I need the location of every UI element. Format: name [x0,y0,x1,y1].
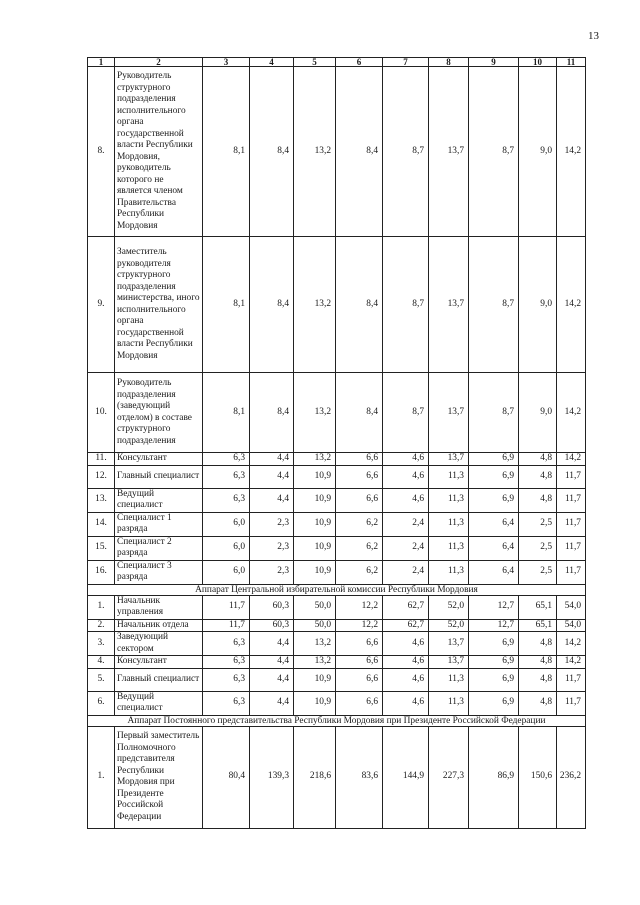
value-cell: 62,7 [383,619,429,632]
value-cell: 6,0 [203,536,250,560]
value-cell: 11,7 [203,619,250,632]
section-title: Аппарат Центральной избирательной комиссии Республики Мордовия [88,584,586,595]
value-cell: 4,4 [250,465,294,488]
table-row [88,373,586,453]
header-cell: 3 [203,58,250,67]
value-cell: 6,9 [469,632,519,656]
value-cell: 54,0 [557,619,586,632]
value-cell: 4,8 [519,691,557,715]
row-number: 5. [88,668,115,691]
position-name: Главный специалист [115,668,203,691]
page-number: 13 [588,30,599,42]
value-cell: 8,1 [203,373,250,453]
position-name: Консультант [115,656,203,669]
value-cell: 11,7 [557,560,586,584]
header-cell: 8 [429,58,469,67]
value-cell: 6,9 [469,465,519,488]
value-cell: 227,3 [429,726,469,828]
value-cell: 10,9 [294,536,336,560]
value-cell: 4,6 [383,691,429,715]
value-cell: 50,0 [294,619,336,632]
value-cell: 6,3 [203,691,250,715]
value-cell: 4,6 [383,656,429,669]
row-number: 11. [88,453,115,466]
value-cell: 12,2 [336,619,383,632]
position-name: Специалист 1 разряда [115,512,203,536]
value-cell: 8,7 [383,373,429,453]
row-number: 10. [88,373,115,453]
value-cell: 13,2 [294,237,336,373]
value-cell: 2,3 [250,512,294,536]
row-number: 16. [88,560,115,584]
table-body [88,67,586,829]
table-row [88,67,586,237]
value-cell: 11,3 [429,536,469,560]
row-number: 1. [88,726,115,828]
value-cell: 8,4 [336,237,383,373]
value-cell: 139,3 [250,726,294,828]
value-cell: 4,8 [519,632,557,656]
value-cell: 13,7 [429,632,469,656]
value-cell: 6,3 [203,632,250,656]
value-cell: 11,3 [429,465,469,488]
value-cell: 9,0 [519,373,557,453]
position-name: Начальник отдела [115,619,203,632]
value-cell: 12,2 [336,595,383,619]
table-row [88,512,586,536]
position-name: Первый заместитель Полномочного представителя Республики Мордовия при Президенте Российской Федерации [115,726,203,828]
value-cell: 2,5 [519,512,557,536]
value-cell: 52,0 [429,595,469,619]
value-cell: 4,4 [250,656,294,669]
value-cell: 11,3 [429,668,469,691]
value-cell: 8,7 [469,237,519,373]
value-cell: 13,2 [294,632,336,656]
table-row [88,726,586,828]
value-cell: 83,6 [336,726,383,828]
value-cell: 6,4 [469,536,519,560]
value-cell: 8,7 [469,67,519,237]
value-cell: 9,0 [519,67,557,237]
table-row [88,488,586,512]
row-number: 8. [88,67,115,237]
value-cell: 2,5 [519,536,557,560]
value-cell: 4,4 [250,668,294,691]
value-cell: 52,0 [429,619,469,632]
header-cell: 1 [88,58,115,67]
value-cell: 4,4 [250,632,294,656]
value-cell: 4,8 [519,488,557,512]
value-cell: 10,9 [294,560,336,584]
value-cell: 62,7 [383,595,429,619]
section-row [88,584,586,595]
value-cell: 6,9 [469,656,519,669]
value-cell: 8,7 [383,67,429,237]
value-cell: 14,2 [557,656,586,669]
value-cell: 11,7 [557,668,586,691]
value-cell: 13,2 [294,656,336,669]
value-cell: 6,6 [336,691,383,715]
value-cell: 10,9 [294,488,336,512]
value-cell: 4,6 [383,668,429,691]
table-row [88,453,586,466]
table-row [88,632,586,656]
position-name: Начальник управления [115,595,203,619]
value-cell: 6,3 [203,453,250,466]
position-name: Консультант [115,453,203,466]
value-cell: 6,3 [203,668,250,691]
value-cell: 6,2 [336,536,383,560]
position-name: Специалист 2 разряда [115,536,203,560]
value-cell: 10,9 [294,465,336,488]
value-cell: 6,6 [336,668,383,691]
header-cell: 2 [115,58,203,67]
value-cell: 2,4 [383,560,429,584]
value-cell: 10,9 [294,668,336,691]
value-cell: 65,1 [519,595,557,619]
table-row [88,536,586,560]
row-number: 2. [88,619,115,632]
header-cell: 5 [294,58,336,67]
value-cell: 11,7 [203,595,250,619]
table-row [88,560,586,584]
value-cell: 6,0 [203,512,250,536]
value-cell: 6,3 [203,656,250,669]
value-cell: 4,6 [383,453,429,466]
value-cell: 11,7 [557,488,586,512]
table-row [88,619,586,632]
table-row [88,595,586,619]
value-cell: 13,7 [429,237,469,373]
value-cell: 65,1 [519,619,557,632]
value-cell: 2,3 [250,536,294,560]
value-cell: 54,0 [557,595,586,619]
value-cell: 4,8 [519,656,557,669]
value-cell: 11,7 [557,465,586,488]
value-cell: 6,3 [203,465,250,488]
header-row [88,58,586,67]
value-cell: 6,6 [336,465,383,488]
value-cell: 2,5 [519,560,557,584]
value-cell: 6,3 [203,488,250,512]
header-cell: 11 [557,58,586,67]
value-cell: 8,1 [203,237,250,373]
header-cell: 6 [336,58,383,67]
value-cell: 12,7 [469,595,519,619]
value-cell: 6,6 [336,656,383,669]
value-cell: 4,4 [250,488,294,512]
value-cell: 6,6 [336,453,383,466]
value-cell: 11,3 [429,488,469,512]
value-cell: 13,7 [429,453,469,466]
row-number: 12. [88,465,115,488]
value-cell: 236,2 [557,726,586,828]
row-number: 4. [88,656,115,669]
value-cell: 6,6 [336,632,383,656]
value-cell: 6,4 [469,560,519,584]
position-name: Специалист 3 разряда [115,560,203,584]
value-cell: 4,6 [383,488,429,512]
value-cell: 11,3 [429,512,469,536]
section-row [88,715,586,726]
value-cell: 86,9 [469,726,519,828]
value-cell: 9,0 [519,237,557,373]
value-cell: 6,9 [469,668,519,691]
header-cell: 10 [519,58,557,67]
value-cell: 4,8 [519,668,557,691]
value-cell: 13,2 [294,373,336,453]
salary-table [87,57,586,829]
header-cell: 4 [250,58,294,67]
value-cell: 8,4 [336,373,383,453]
value-cell: 11,7 [557,512,586,536]
value-cell: 14,2 [557,237,586,373]
value-cell: 2,4 [383,536,429,560]
header-cell: 7 [383,58,429,67]
value-cell: 8,4 [336,67,383,237]
header-cell: 9 [469,58,519,67]
value-cell: 6,6 [336,488,383,512]
value-cell: 8,4 [250,373,294,453]
section-title: Аппарат Постоянного представительства Республики Мордовия при Президенте Российской Федерации [88,715,586,726]
value-cell: 13,2 [294,453,336,466]
value-cell: 14,2 [557,67,586,237]
value-cell: 12,7 [469,619,519,632]
value-cell: 8,7 [469,373,519,453]
value-cell: 2,4 [383,512,429,536]
value-cell: 8,7 [383,237,429,373]
value-cell: 10,9 [294,691,336,715]
value-cell: 60,3 [250,595,294,619]
position-name: Ведущий специалист [115,488,203,512]
value-cell: 11,7 [557,536,586,560]
position-name: Заместитель руководителя структурного подразделения министерства, иного исполнительного органа государственной власти Республики Мордовия [115,237,203,373]
value-cell: 4,4 [250,691,294,715]
value-cell: 14,2 [557,373,586,453]
table-row [88,691,586,715]
table-row [88,465,586,488]
value-cell: 4,6 [383,632,429,656]
value-cell: 4,4 [250,453,294,466]
row-number: 1. [88,595,115,619]
value-cell: 144,9 [383,726,429,828]
value-cell: 6,9 [469,691,519,715]
value-cell: 13,7 [429,656,469,669]
table-row [88,668,586,691]
value-cell: 13,7 [429,373,469,453]
value-cell: 6,2 [336,560,383,584]
value-cell: 2,3 [250,560,294,584]
value-cell: 50,0 [294,595,336,619]
position-name: Руководитель структурного подразделения исполнительного органа государственной власти Республики Мордовия, руководитель которого не является членом Правительства Республики Мордовия [115,67,203,237]
row-number: 6. [88,691,115,715]
table-row [88,237,586,373]
value-cell: 60,3 [250,619,294,632]
value-cell: 4,8 [519,453,557,466]
value-cell: 4,8 [519,465,557,488]
position-name: Заведующий сектором [115,632,203,656]
position-name: Главный специалист [115,465,203,488]
value-cell: 6,4 [469,512,519,536]
value-cell: 14,2 [557,632,586,656]
row-number: 14. [88,512,115,536]
value-cell: 8,1 [203,67,250,237]
value-cell: 11,3 [429,691,469,715]
position-name: Ведущий специалист [115,691,203,715]
row-number: 15. [88,536,115,560]
value-cell: 8,4 [250,67,294,237]
value-cell: 11,7 [557,691,586,715]
row-number: 3. [88,632,115,656]
row-number: 13. [88,488,115,512]
value-cell: 14,2 [557,453,586,466]
row-number: 9. [88,237,115,373]
value-cell: 4,6 [383,465,429,488]
value-cell: 8,4 [250,237,294,373]
value-cell: 6,2 [336,512,383,536]
value-cell: 6,9 [469,488,519,512]
position-name: Руководитель подразделения (заведующий отделом) в составе структурного подразделения [115,373,203,453]
table-row [88,656,586,669]
value-cell: 13,7 [429,67,469,237]
value-cell: 13,2 [294,67,336,237]
value-cell: 6,0 [203,560,250,584]
value-cell: 150,6 [519,726,557,828]
value-cell: 11,3 [429,560,469,584]
value-cell: 80,4 [203,726,250,828]
value-cell: 218,6 [294,726,336,828]
value-cell: 6,9 [469,453,519,466]
value-cell: 10,9 [294,512,336,536]
